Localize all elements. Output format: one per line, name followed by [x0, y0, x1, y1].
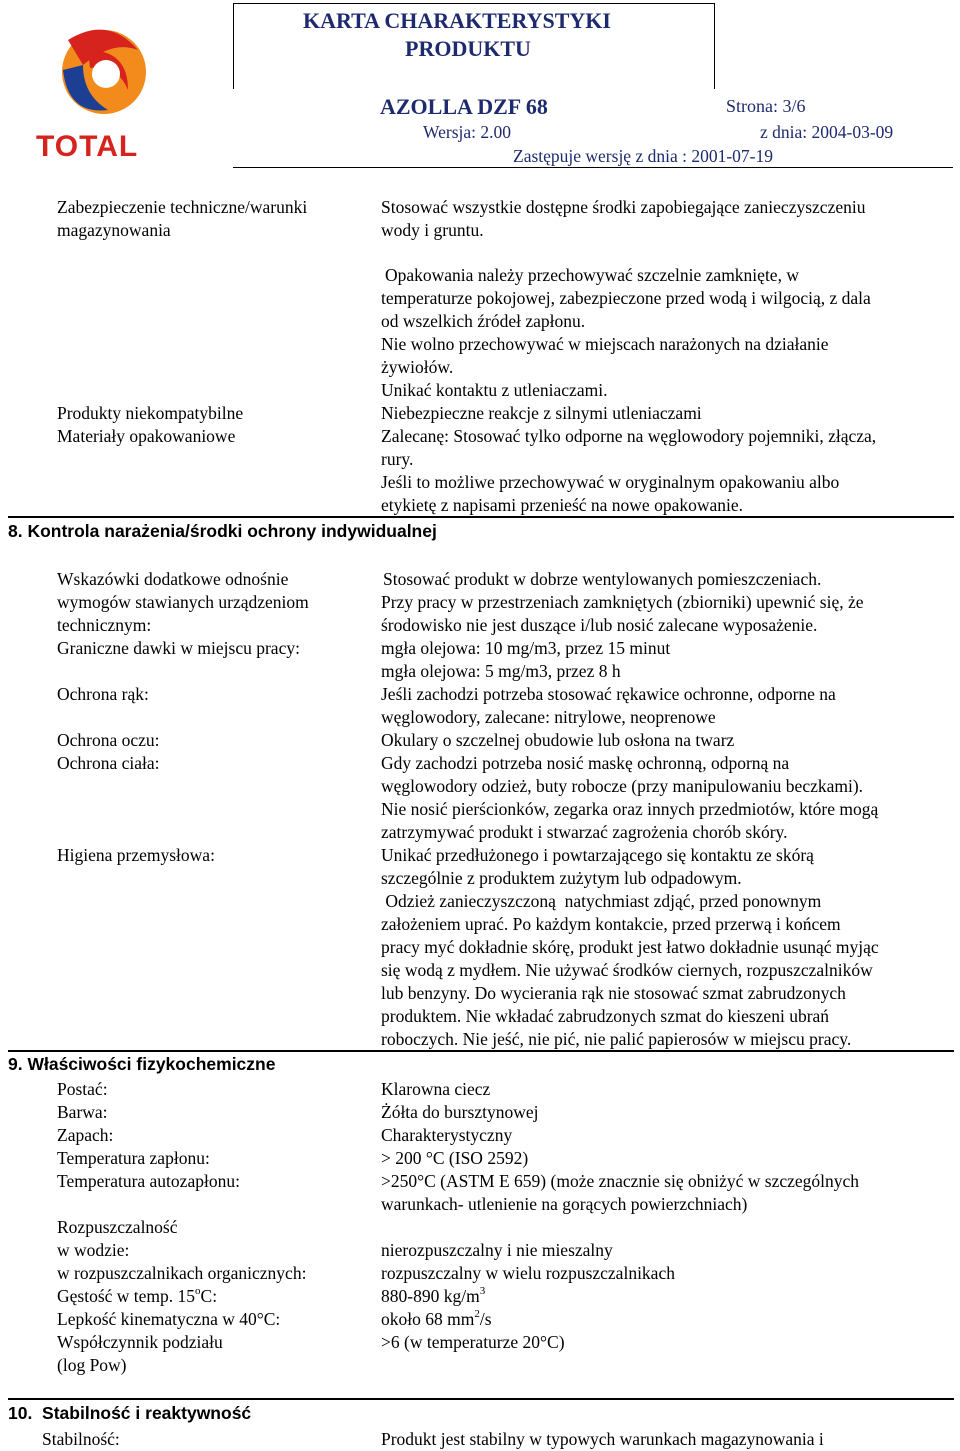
s9-label: (log Pow) [57, 1355, 127, 1375]
s8-text: węglowodory, zalecane: nitrylowe, neoprenowe [381, 707, 716, 727]
s9-value: >250°C (ASTM E 659) (może znacznie się obniżyć w szczególnych [381, 1171, 860, 1191]
s8-label: Wskazówki dodatkowe odnośnie [57, 569, 289, 589]
section-10-title: 10. Stabilność i reaktywność [8, 1403, 252, 1423]
s9-value-viscosity [381, 1308, 492, 1331]
s7-text: Zalecanę: Stosować tylko odporne na węglowodory pojemniki, złącza, [381, 426, 877, 446]
s9-label: Postać: [57, 1079, 108, 1099]
density-sup: 3 [479, 1285, 486, 1298]
s10-label: Stabilność: [42, 1429, 120, 1449]
s8-text: mgła olejowa: 10 mg/m3, przez 15 minut [381, 638, 671, 658]
s8-text: Gdy zachodzi potrzeba nosić maskę ochronną, odporną na [381, 753, 790, 773]
s8-text: Przy pracy w przestrzeniach zamkniętych (zbiorniki) upewnić się, że [381, 592, 864, 612]
s7-text: Nie wolno przechowywać w miejscach narażonych na działanie [381, 334, 829, 354]
label-packaging: Materiały opakowaniowe [57, 426, 236, 446]
s8-label: Higiena przemysłowa: [57, 845, 215, 865]
replaces-version: Zastępuje wersję z dnia : 2001-07-19 [513, 146, 773, 166]
s8-text: produktem. Nie wkładać zabrudzonych szmat do kieszeni ubrań [381, 1006, 830, 1026]
s9-label: Barwa: [57, 1102, 108, 1122]
s8-text: Jeśli zachodzi potrzeba stosować rękawice ochronne, odporne na [381, 684, 836, 704]
s8-text: Nie nosić pierścionków, zegarka oraz innych przedmiotów, które mogą [381, 799, 879, 819]
s8-text: się wodą z mydłem. Nie używać środków ciernych, rozpuszczalników [381, 960, 873, 980]
s9-label: w rozpuszczalnikach organicznych: [57, 1263, 307, 1283]
s8-text: szczególnie z produktem zużytym lub odpadowym. [381, 868, 742, 888]
s8-label: Ochrona oczu: [57, 730, 160, 750]
s9-label: Lepkość kinematyczna w 40°C: [57, 1309, 281, 1329]
s8-text: węglowodory odzież, buty robocze (przy manipulowaniu beczkami). [381, 776, 864, 796]
viscosity-value: około 68 mm [381, 1309, 475, 1329]
s9-value: nierozpuszczalny i nie mieszalny [381, 1240, 613, 1260]
version-date: z dnia: 2004-03-09 [760, 122, 894, 142]
s8-text: roboczych. Nie jeść, nie pić, nie palić papierosów w miejscu pracy. [381, 1029, 852, 1049]
s7-text: temperaturze pokojowej, zabezpieczone przed wodą i wilgocią, z dala [381, 288, 871, 308]
version: Wersja: 2.00 [423, 122, 512, 142]
s8-text: Odzież zanieczyszczoną natychmiast zdjąć, przed ponownym [381, 891, 822, 911]
s7-text: Jeśli to możliwe przechowywać w oryginalnym opakowaniu albo [381, 472, 840, 492]
s9-label: Współczynnik podziału [57, 1332, 223, 1352]
s9-label: Zapach: [57, 1125, 114, 1145]
s7-text: od wszelkich źródeł zapłonu. [381, 311, 586, 331]
s9-value: Klarowna ciecz [381, 1079, 491, 1099]
viscosity-unit: /s [479, 1309, 492, 1329]
s8-text: mgła olejowa: 5 mg/m3, przez 8 h [381, 661, 621, 681]
section-rule [8, 1050, 954, 1052]
section-rule [8, 1398, 954, 1400]
product-name: AZOLLA DZF 68 [380, 94, 548, 119]
s8-label: Ochrona ciała: [57, 753, 160, 773]
s7-text: wody i gruntu. [381, 220, 484, 240]
s8-label: Graniczne dawki w miejscu pracy: [57, 638, 300, 658]
density-label-end: C: [200, 1286, 218, 1306]
s8-text: pracy myć dokładnie skórę, produkt jest łatwo dokładnie usunąć myjąc [381, 937, 879, 957]
page-number: Strona: 3/6 [726, 96, 806, 116]
degree-sup: o [195, 1285, 201, 1298]
density-value: 880-890 kg/m [381, 1286, 480, 1306]
density-label: Gęstość w temp. 15 [57, 1286, 196, 1306]
section-rule [8, 516, 954, 518]
logo-text: TOTAL [36, 130, 139, 163]
s8-text: Stosować produkt w dobrze wentylowanych pomieszczeniach. [383, 569, 822, 589]
s8-label: Ochrona rąk: [57, 684, 149, 704]
s7-text: Opakowania należy przechowywać szczelnie zamknięte, w [385, 265, 799, 285]
header-rule [233, 167, 953, 168]
s7-text: Stosować wszystkie dostępne środki zapobiegające zanieczyszczeniu [381, 197, 866, 217]
s8-label: technicznym: [57, 615, 152, 635]
s7-text: etykietę z napisami przenieść na nowe opakowanie. [381, 495, 744, 515]
label-incompatible: Produkty niekompatybilne [57, 403, 244, 423]
viscosity-sup: 2 [474, 1308, 480, 1321]
s7-text: Unikać kontaktu z utleniaczami. [381, 380, 608, 400]
s9-label: Temperatura autozapłonu: [57, 1171, 240, 1191]
section-8-title: 8. Kontrola narażenia/środki ochrony indywidualnej [8, 521, 437, 541]
s9-value: Żółta do bursztynowej [381, 1102, 539, 1122]
s9-value: rozpuszczalny w wielu rozpuszczalnikach [381, 1263, 675, 1283]
s9-value: >6 (w temperaturze 20°C) [381, 1332, 565, 1352]
s9-label: w wodzie: [57, 1240, 130, 1260]
s8-text: środowisko nie jest duszące i/lub nosić zalecane wyposażenie. [381, 615, 818, 635]
header-title-line2: PRODUKTU [405, 36, 531, 61]
s9-value-density [381, 1285, 485, 1308]
s9-label-density [57, 1285, 217, 1308]
s8-label: wymogów stawianych urządzeniom [57, 592, 309, 612]
label-storage: Zabezpieczenie techniczne/warunki [57, 197, 308, 217]
s8-text: zatrzymywać produkt i stwarzać zagrożenia chorób skóry. [381, 822, 788, 842]
s7-text: żywiołów. [381, 357, 454, 377]
section-9-title: 9. Właściwości fizykochemiczne [8, 1054, 276, 1074]
s8-text: Unikać przedłużonego i powtarzającego się kontaktu ze skórą [381, 845, 814, 865]
s8-text: Okulary o szczelnej obudowie lub osłona na twarz [381, 730, 735, 750]
s9-label: Temperatura zapłonu: [57, 1148, 210, 1168]
s9-label: Rozpuszczalność [57, 1217, 178, 1237]
s9-value: warunkach- utlenienie na gorących powierzchniach) [381, 1194, 748, 1214]
s9-value: Charakterystyczny [381, 1125, 513, 1145]
s7-text: Niebezpieczne reakcje z silnymi utleniaczami [381, 403, 702, 423]
s9-value: > 200 °C (ISO 2592) [381, 1148, 529, 1168]
header-title-line1: KARTA CHARAKTERYSTYKI [303, 8, 611, 33]
s10-value: Produkt jest stabilny w typowych warunkach magazynowania i [381, 1429, 824, 1449]
s7-text: rury. [381, 449, 414, 469]
logo [28, 10, 168, 165]
s8-text: założeniem uprać. Po każdym kontakcie, przed przerwą i końcem [381, 914, 841, 934]
s8-text: lub benzyny. Do wycierania rąk nie stosować szmat zabrudzonych [381, 983, 846, 1003]
label-storage-2: magazynowania [57, 220, 171, 240]
